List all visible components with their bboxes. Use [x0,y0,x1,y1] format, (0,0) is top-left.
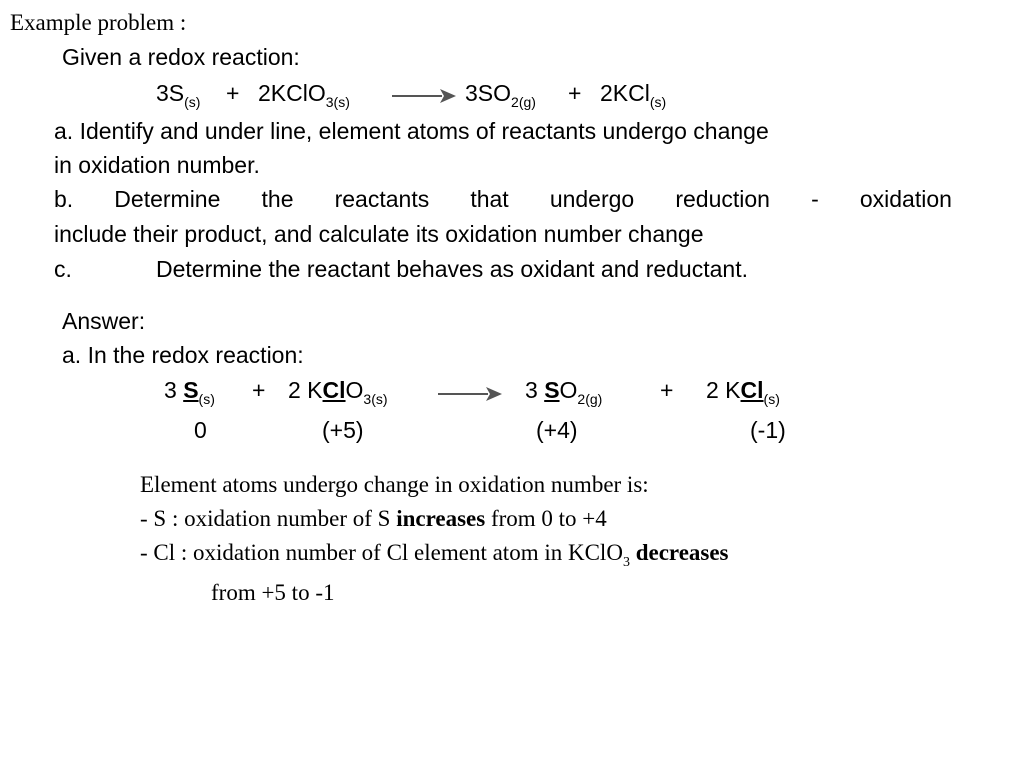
answer-heading: Answer: [62,308,146,334]
word: reduction [675,186,770,212]
oxidation-number: (+4) [536,417,578,443]
word: the [261,186,294,212]
question-a-line1: a. Identify and under line, element atoms of reactants undergo change [54,118,769,144]
oxidation-number: 0 [194,417,207,443]
summary-sulfur: - S : oxidation number of S increases from 0 to +4 [140,506,607,531]
word: b. [54,186,74,212]
reactant-kclo3: 2KClO$_{3(s)}$ [258,80,350,110]
word: - [811,186,819,212]
word: reactants [334,186,430,212]
question-c-label: c. [54,256,72,282]
oxidation-number: (-1) [750,417,786,443]
word: undergo [549,186,635,212]
summary-chlorine-line2: from +5 to -1 [211,580,335,605]
question-b-line2: include their product, and calculate its oxidation number change [54,221,704,247]
question-intro: Given a redox reaction: [62,44,300,70]
product-so2: $3SO_{2(g)}$ [465,80,536,110]
word: oxidation [859,186,952,212]
reactant-sulfur: $3S_{(s)}$ [156,80,201,110]
question-b-line1 [54,186,952,213]
plus-sign: + [226,80,240,106]
plus-sign: + [568,80,582,106]
product-kcl: 2 KCl$_{(s)}$ [706,377,780,407]
word: that [470,186,509,212]
reactant-sulfur: 3 $S_{(s)}$ [164,377,215,407]
product-kcl: 2KCl$_{(s)}$ [600,80,667,110]
plus-sign: + [252,377,266,403]
plus-sign: + [660,377,674,403]
reaction-arrow-icon [436,384,504,404]
reactant-kclo3: 2 KClO$_{3(s)}$ [288,377,388,407]
word: Determine [114,186,221,212]
question-a-line2: in oxidation number. [54,152,260,178]
product-so2: 3 $SO_{2(g)}$ [525,377,603,407]
question-c-text: Determine the reactant behaves as oxidant and reductant. [156,256,748,282]
summary-chlorine: - Cl : oxidation number of Cl element atom in KClO$_3$ decreases [140,540,729,570]
reaction-arrow-icon [390,86,458,106]
page-title: Example problem : [10,10,187,35]
answer-a-intro: a. In the redox reaction: [62,342,304,368]
summary-heading: Element atoms undergo change in oxidation number is: [140,472,649,497]
oxidation-number: (+5) [322,417,364,443]
